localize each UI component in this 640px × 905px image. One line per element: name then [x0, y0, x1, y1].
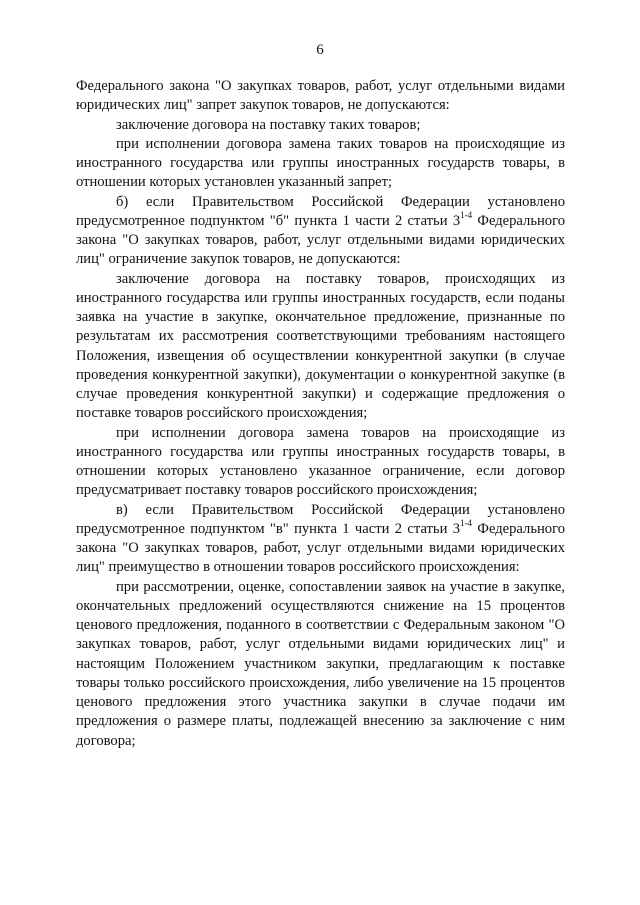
page-number: 6 — [316, 42, 324, 58]
item-v-article-superscript: 1-4 — [460, 517, 473, 528]
item-v-text-before: в) если Правительством Российской Федерации установлено предусмотренное подпунктом "в" пункта 1 части 2 статьи 3 — [76, 501, 565, 537]
paragraph-price-reduction: при рассмотрении, оценке, сопоставлении заявок на участие в закупке, окончательных предложений осуществляются снижение на 15 процентов ценового предложения, поданного в соответствии с Федеральным законом "О закупках товаров, работ, услуг отдельными видами юридических лиц" и настоящим Положением участником закупки, предлагающим к поставке товары только российского происхождения, либо увеличение на 15 процентов ценового предложения этого участника закупки в случае подачи им предложения о размере платы, подлежащей внесению за заключение с ним договора; — [76, 578, 565, 749]
item-b-article-superscript: 1-4 — [460, 209, 473, 220]
paragraph-replacement-prohibition: при исполнении договора замена таких товаров на происходящие из иностранного государства или группы иностранных государств товары, в отношении которых установлен указанный запрет; — [76, 135, 565, 191]
item-b-text-before: б) если Правительством Российской Федерации установлено предусмотренное подпунктом "б" пункта 1 части 2 статьи 3 — [76, 193, 565, 229]
document-body — [76, 77, 565, 751]
paragraph-contract-conclusion: заключение договора на поставку товаров, происходящих из иностранного государства или группы иностранных государств, если поданы заявка на участие в закупке, окончательное предложение, признанные по результатам их рассмотрения соответствующими требованиям настоящего Положения, извещения об осуществлении конкурентной закупки (в случае проведения конкурентной закупки), документации о конкурентной закупке (в случае проведения конкурентной закупки) и содержащие предложения о поставке товаров российского происхождения; — [76, 270, 565, 422]
item-b-text-after: Федерального закона "О закупках товаров, работ, услуг отдельными видами юридических лиц" ограничение закупок товаров, не допускаются: — [76, 212, 566, 268]
paragraph-contract-prohibition: заключение договора на поставку таких товаров; — [116, 116, 421, 133]
item-v-text-after: Федерального закона "О закупках товаров, работ, услуг отдельными видами юридических лиц" преимущество в отношении товаров российского происхождения: — [76, 520, 566, 576]
paragraph-item-b — [76, 193, 565, 270]
paragraph-item-v — [76, 501, 565, 578]
paragraph-continuation: Федерального закона "О закупках товаров, работ, услуг отдельными видами юридических лиц" запрет закупок товаров, не допускаются: — [76, 78, 565, 114]
paragraph-replacement-restriction: при исполнении договора замена товаров на происходящие из иностранного государства или группы иностранных государств товары, в отношении которых установлено указанное ограничение, если договор предусматривает поставку товаров российского происхождения; — [76, 424, 565, 499]
